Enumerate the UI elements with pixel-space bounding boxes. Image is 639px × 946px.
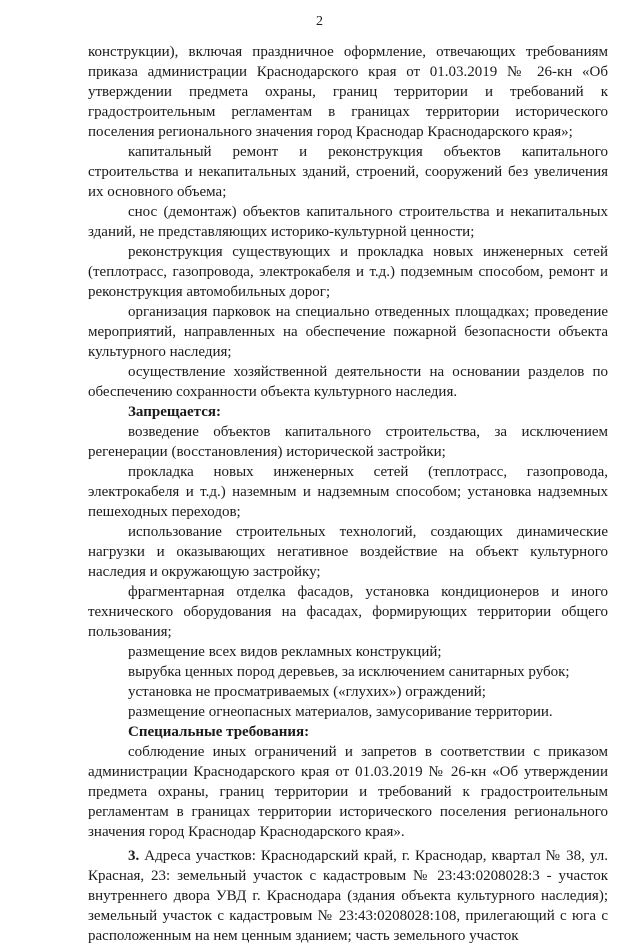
heading-forbidden: Запрещается: bbox=[128, 404, 222, 420]
forbidden-item: вырубка ценных пород деревьев, за исключением санитарных рубок; bbox=[128, 664, 570, 680]
paragraph: капитальный ремонт и реконструкция объектов капитального строительства и некапитальных зданий, строений, сооружений без увеличения их основного объема; bbox=[88, 144, 608, 200]
forbidden-item: возведение объектов капитального строительства, за исключением регенерации (восстановления) исторической застройки; bbox=[88, 424, 608, 460]
forbidden-item: размещение огнеопасных материалов, замусоривание территории. bbox=[128, 704, 553, 720]
special-requirements-text: соблюдение иных ограничений и запретов в соответствии с приказом администрации Краснодарского края от 01.03.2019 № 26-кн «Об утверждении предмета охраны, границ территории и требований к градостроительным регламентам в границах территории исторического поселения регионального значения город Краснодар Краснодарского края». bbox=[88, 744, 608, 840]
document-body bbox=[88, 42, 608, 946]
section-3-paragraph bbox=[88, 846, 608, 946]
section-number: 3. bbox=[128, 848, 140, 864]
paragraph: снос (демонтаж) объектов капитального строительства и некапитальных зданий, не представляющих историко-культурной ценности; bbox=[88, 204, 608, 240]
section-3-text: Адреса участков: Краснодарский край, г. Краснодар, квартал № 38, ул. Красная, 23: земельный участок с кадастровым № 23:43:0208028:3 - участок внутреннего двора УВД г. Краснодара (здания объекта культурного наследия); земельный участок с кадастровым № 23:43:0208028:108, прилегающий с юга с расположенным на нем ценным зданием; часть земельного участок bbox=[88, 848, 609, 944]
paragraph: организация парковок на специально отведенных площадках; проведение мероприятий, направленных на обеспечение пожарной безопасности объекта культурного наследия; bbox=[88, 304, 608, 360]
forbidden-item: использование строительных технологий, создающих динамические нагрузки и оказывающих негативное воздействие на объект культурного наследия и окружающую застройку; bbox=[88, 524, 608, 580]
heading-special-requirements: Специальные требования: bbox=[128, 724, 310, 740]
forbidden-item: размещение всех видов рекламных конструкций; bbox=[128, 644, 442, 660]
forbidden-item: установка не просматриваемых («глухих») ограждений; bbox=[128, 684, 486, 700]
forbidden-item: прокладка новых инженерных сетей (теплотрасс, газопровода, электрокабеля и т.д.) наземным и надземным способом; установка надземных пешеходных переходов; bbox=[88, 464, 608, 520]
paragraph: конструкции), включая праздничное оформление, отвечающих требованиям приказа администрации Краснодарского края от 01.03.2019 № 26-кн «Об утверждении предмета охраны, границ территории и требований к градостроительным регламентам в границах территории исторического поселения регионального значения город Краснодар Краснодарского края»; bbox=[88, 44, 608, 140]
forbidden-item: фрагментарная отделка фасадов, установка кондиционеров и иного технического оборудования на фасадах, формирующих территории общего пользования; bbox=[88, 584, 608, 640]
paragraph: осуществление хозяйственной деятельности на основании разделов по обеспечению сохранности объекта культурного наследия. bbox=[88, 364, 608, 400]
paragraph: реконструкция существующих и прокладка новых инженерных сетей (теплотрасс, газопровода, электрокабеля и т.д.) подземным способом, ремонт и реконструкция автомобильных дорог; bbox=[88, 244, 608, 300]
page-number: 2 bbox=[316, 14, 323, 29]
